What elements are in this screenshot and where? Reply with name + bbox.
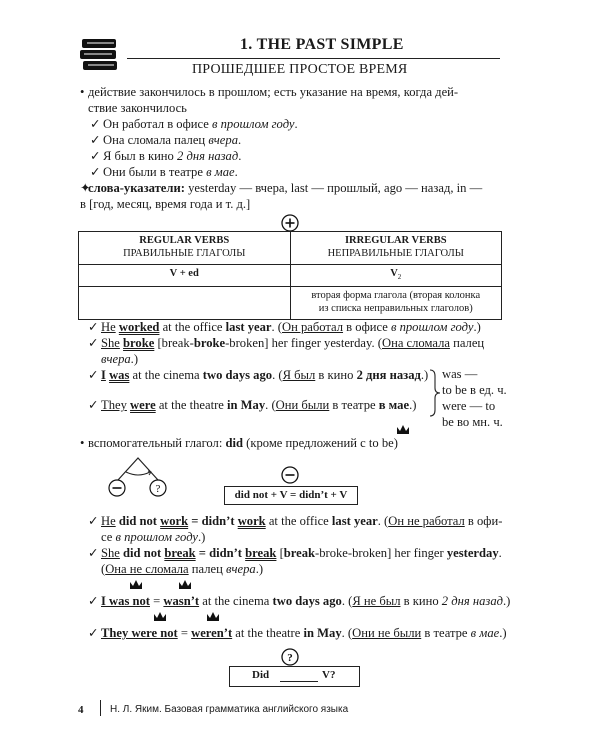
irregular-header: IRREGULAR VERBS НЕПРАВИЛЬНЫЕ ГЛАГОЛЫ	[290, 232, 502, 265]
crown-icon	[129, 580, 143, 590]
brace-icon	[428, 368, 442, 418]
question-verb: V?	[322, 669, 336, 681]
brace-note-1: was —	[442, 367, 478, 381]
books-icon	[78, 35, 122, 75]
crown-icon	[396, 425, 410, 435]
negative-example-2: ✓ She did not break = didn’t break [break-broke-broken] her finger yesterday.	[88, 546, 502, 560]
crown-icon	[206, 612, 220, 622]
brace-note-3: were — to	[442, 399, 496, 413]
negative-example-3: ✓ I was not = wasn’t at the cinema two days ago. (Я не был в кино 2 дня назад.)	[88, 594, 511, 608]
question-formula	[229, 666, 360, 687]
question-blank	[280, 681, 318, 682]
regular-note-cell	[79, 287, 291, 320]
markers-line-1: ✦слова-указатели: yesterday — вчера, last — прошлый, ago — назад, in —	[80, 181, 483, 195]
positive-example-3: ✓ I was at the cinema two days ago. (Я был в кино 2 дня назад.)	[88, 368, 429, 382]
crown-icon	[178, 580, 192, 590]
negative-example-2-cont: (Она не сломала палец вчера.)	[101, 562, 264, 576]
irregular-formula: $V_2$	[290, 265, 502, 287]
footer-text: Н. Л. Яким. Базовая грамматика английского языка	[110, 704, 349, 715]
intro-example-2: ✓ Она сломала палец вчера.	[90, 133, 242, 147]
auxiliary-line: • вспомогательный глагол: did (кроме предложений с to be)	[80, 436, 398, 450]
regular-formula: V + ed	[79, 265, 291, 287]
intro-example-4: ✓ Они были в театре в мае.	[90, 165, 238, 179]
negative-example-4: ✓ They were not = weren’t at the theatre in May. (Они не были в театре в мае.)	[88, 626, 507, 640]
intro-example-1: ✓ Он работал в офисе в прошлом году.	[90, 117, 298, 131]
plus-circle-icon	[281, 214, 299, 232]
irregular-note: вторая форма глагола (вторая колонка из списка неправильных глаголов)	[290, 287, 502, 320]
title-rule	[127, 58, 500, 59]
aux-diagram-icon	[104, 452, 172, 500]
regular-header: REGULAR VERBS ПРАВИЛЬНЫЕ ГЛАГОЛЫ	[79, 232, 291, 265]
positive-example-1: ✓ He worked at the office last year. (Он работал в офисе в прошлом году.)	[88, 320, 481, 334]
intro-example-3: ✓ Я был в кино 2 дня назад.	[90, 149, 242, 163]
minus-circle-icon	[281, 466, 299, 484]
page-subtitle: ПРОШЕДШЕЕ ПРОСТОЕ ВРЕМЯ	[192, 62, 408, 77]
positive-example-4: ✓ They were at the theatre in May. (Они были в театре в мае.)	[88, 398, 417, 412]
question-did: Did	[252, 669, 270, 681]
negative-example-1-cont: се в прошлом году.)	[101, 530, 206, 544]
positive-example-2-cont: вчера.)	[101, 352, 139, 366]
negative-formula: did not + V = didn’t + V	[224, 486, 358, 505]
crown-icon	[153, 612, 167, 622]
intro-line-1: • действие закончилось в прошлом; есть указание на время, когда дей-	[80, 85, 459, 99]
page-title: 1. THE PAST SIMPLE	[240, 36, 404, 53]
aux-question-mark: ?	[155, 483, 161, 495]
intro-line-2: ствие закончилось	[88, 101, 187, 115]
verbs-table	[78, 231, 502, 320]
brace-note-2: to be в ед. ч.	[442, 383, 507, 397]
question-symbol: ?	[287, 652, 293, 664]
markers-line-2: в [год, месяц, время года и т. д.]	[80, 197, 251, 211]
negative-example-1: ✓ He did not work = didn’t work at the office last year. (Он не работал в офи-	[88, 514, 503, 528]
positive-example-2: ✓ She broke [break-broke-broken] her finger yesterday. (Она сломала палец	[88, 336, 485, 350]
footer-divider	[100, 700, 101, 716]
question-circle-icon	[281, 648, 299, 666]
page-number: 4	[78, 704, 84, 716]
brace-note-4: be во мн. ч.	[442, 415, 503, 429]
